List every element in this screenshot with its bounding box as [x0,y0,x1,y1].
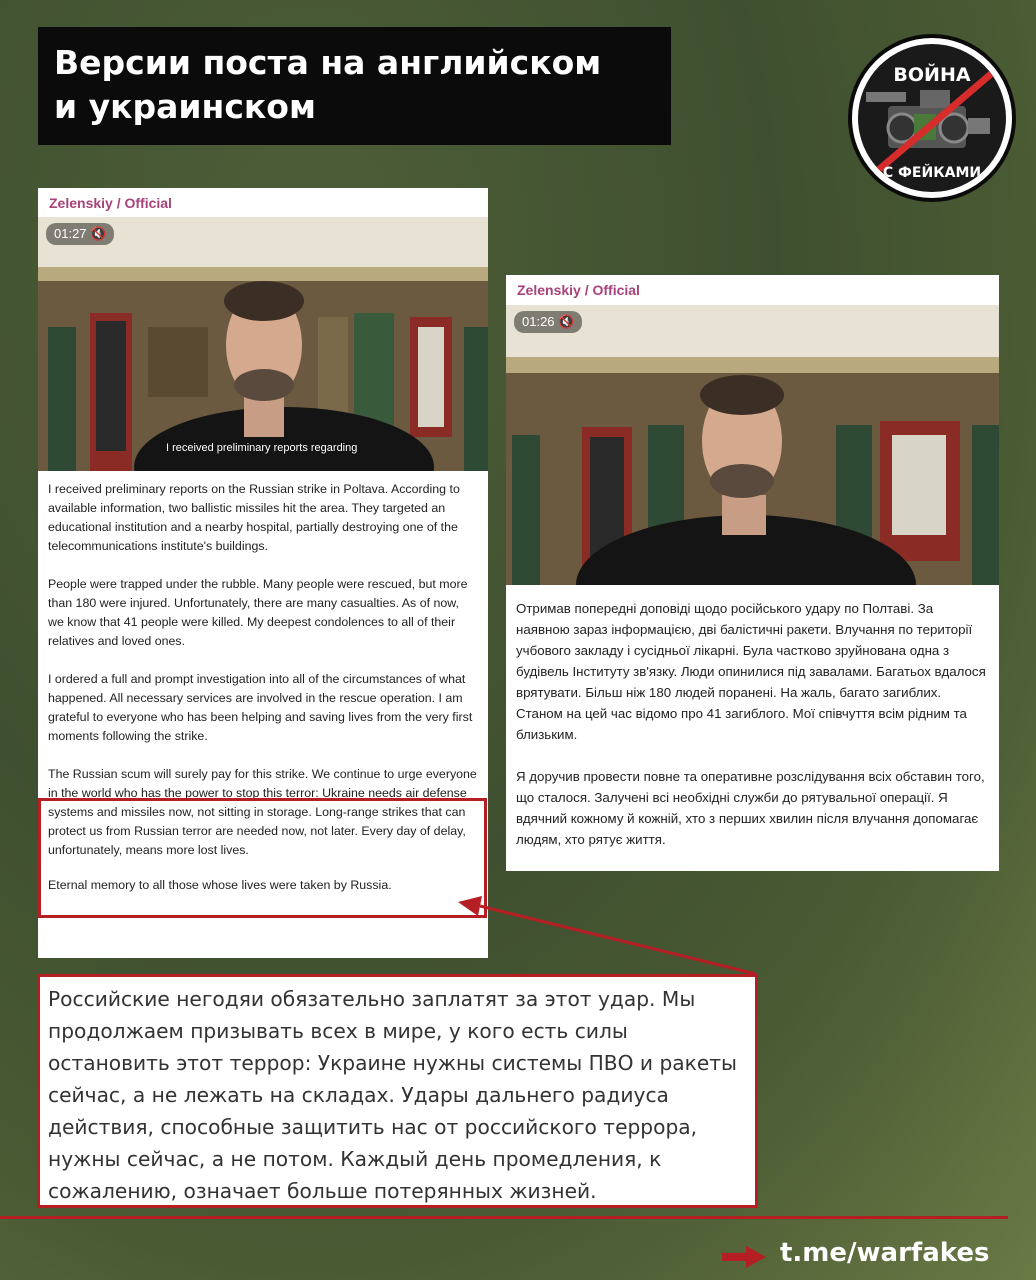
russian-translation-box: Российские негодяи обязательно заплатят за этот удар. Мы продолжаем призывать всех в мире, у кого есть силы остановить этот террор: Украине нужны системы ПВО и ракеты сейчас, а не лежать на складах. Удары дальнего радиуса действия, способные защитить нас от российского террора, нужны сейчас, а не потом. Каждый день промедления, к сожалению, означает больше потерянных жизней. [37,974,758,1208]
channel-name[interactable]: Zelenskiy / Official [49,195,172,211]
post-paragraph: I ordered a full and prompt investigation into all of the circumstances of what happened. All necessary services are involved in the rescue operation. I am grateful to everyone who has been helping and saving lives from the very first moments following the strike. [48,672,473,743]
mute-icon[interactable]: 🔇 [558,314,575,329]
post-paragraph: People were trapped under the rubble. Many people were rescued, but more than 180 were injured. Unfortunately, there are many casualties. As of now, we know that 41 people were killed. My deepest condolences to all of their relatives and loved ones. [48,577,468,648]
headline-line-2: и украинском [54,87,316,126]
channel-name[interactable]: Zelenskiy / Official [517,282,640,298]
video-subtitle: I received preliminary reports regarding [166,442,358,454]
post-paragraph-last: Eternal memory to all those whose lives were taken by Russia. [48,878,392,892]
video-duration: 01:26 [522,314,555,329]
telegram-link[interactable]: t.me/warfakes [780,1238,990,1268]
post-paragraph: Я доручив провести повне та оперативне розслідування всіх обставин того, що сталося. Залучені всі необхідні служби до рятувальної операції. Я вдячний кожному й кожній, хто з перших хвилин після влучання допомагає людям, хто рятує життя. [516,769,985,847]
logo-word-top: ВОЙНА [893,64,971,86]
logo-word-bottom: С ФЕЙКАМИ [882,165,982,181]
post-paragraph: Отримав попередні доповіді щодо російського удару по Полтаві. За наявною зараз інформацією, дві балістичні ракети. Влучання по території учбового закладу і сусідньої лікарні. Була частково зруйнована одна з будівель Інституту зв'язку. Люди опинилися під завалами. Багатьох вдалося врятувати. Більш ніж 180 людей поранені. На жаль, багато загиблих. Станом на цей час відомо про 41 загиблого. Мої співчуття всім рідним та близьким. [516,601,986,742]
post-paragraph-highlighted: The Russian scum will surely pay for this strike. We continue to urge everyone in the world who has the power to stop this terror: Ukraine needs air defense systems and missiles now, not sitting in storage. Long-range strikes that can protect us from Russian terror are needed now, not later. Every day of delay, unfortunately, means more lost lives. [48,767,477,857]
arrow-right-icon [722,1246,768,1268]
video-duration: 01:27 [54,226,87,241]
mute-icon[interactable]: 🔇 [90,226,107,241]
headline-line-1: Версии поста на английском [54,43,602,82]
post-paragraph: I received preliminary reports on the Russian strike in Poltava. According to available information, two ballistic missiles hit the area. They targeted an educational institution and a nearby hospital, partially destroying one of the telecommunications institute's buildings. [48,482,460,553]
footer-divider [0,1216,1008,1219]
